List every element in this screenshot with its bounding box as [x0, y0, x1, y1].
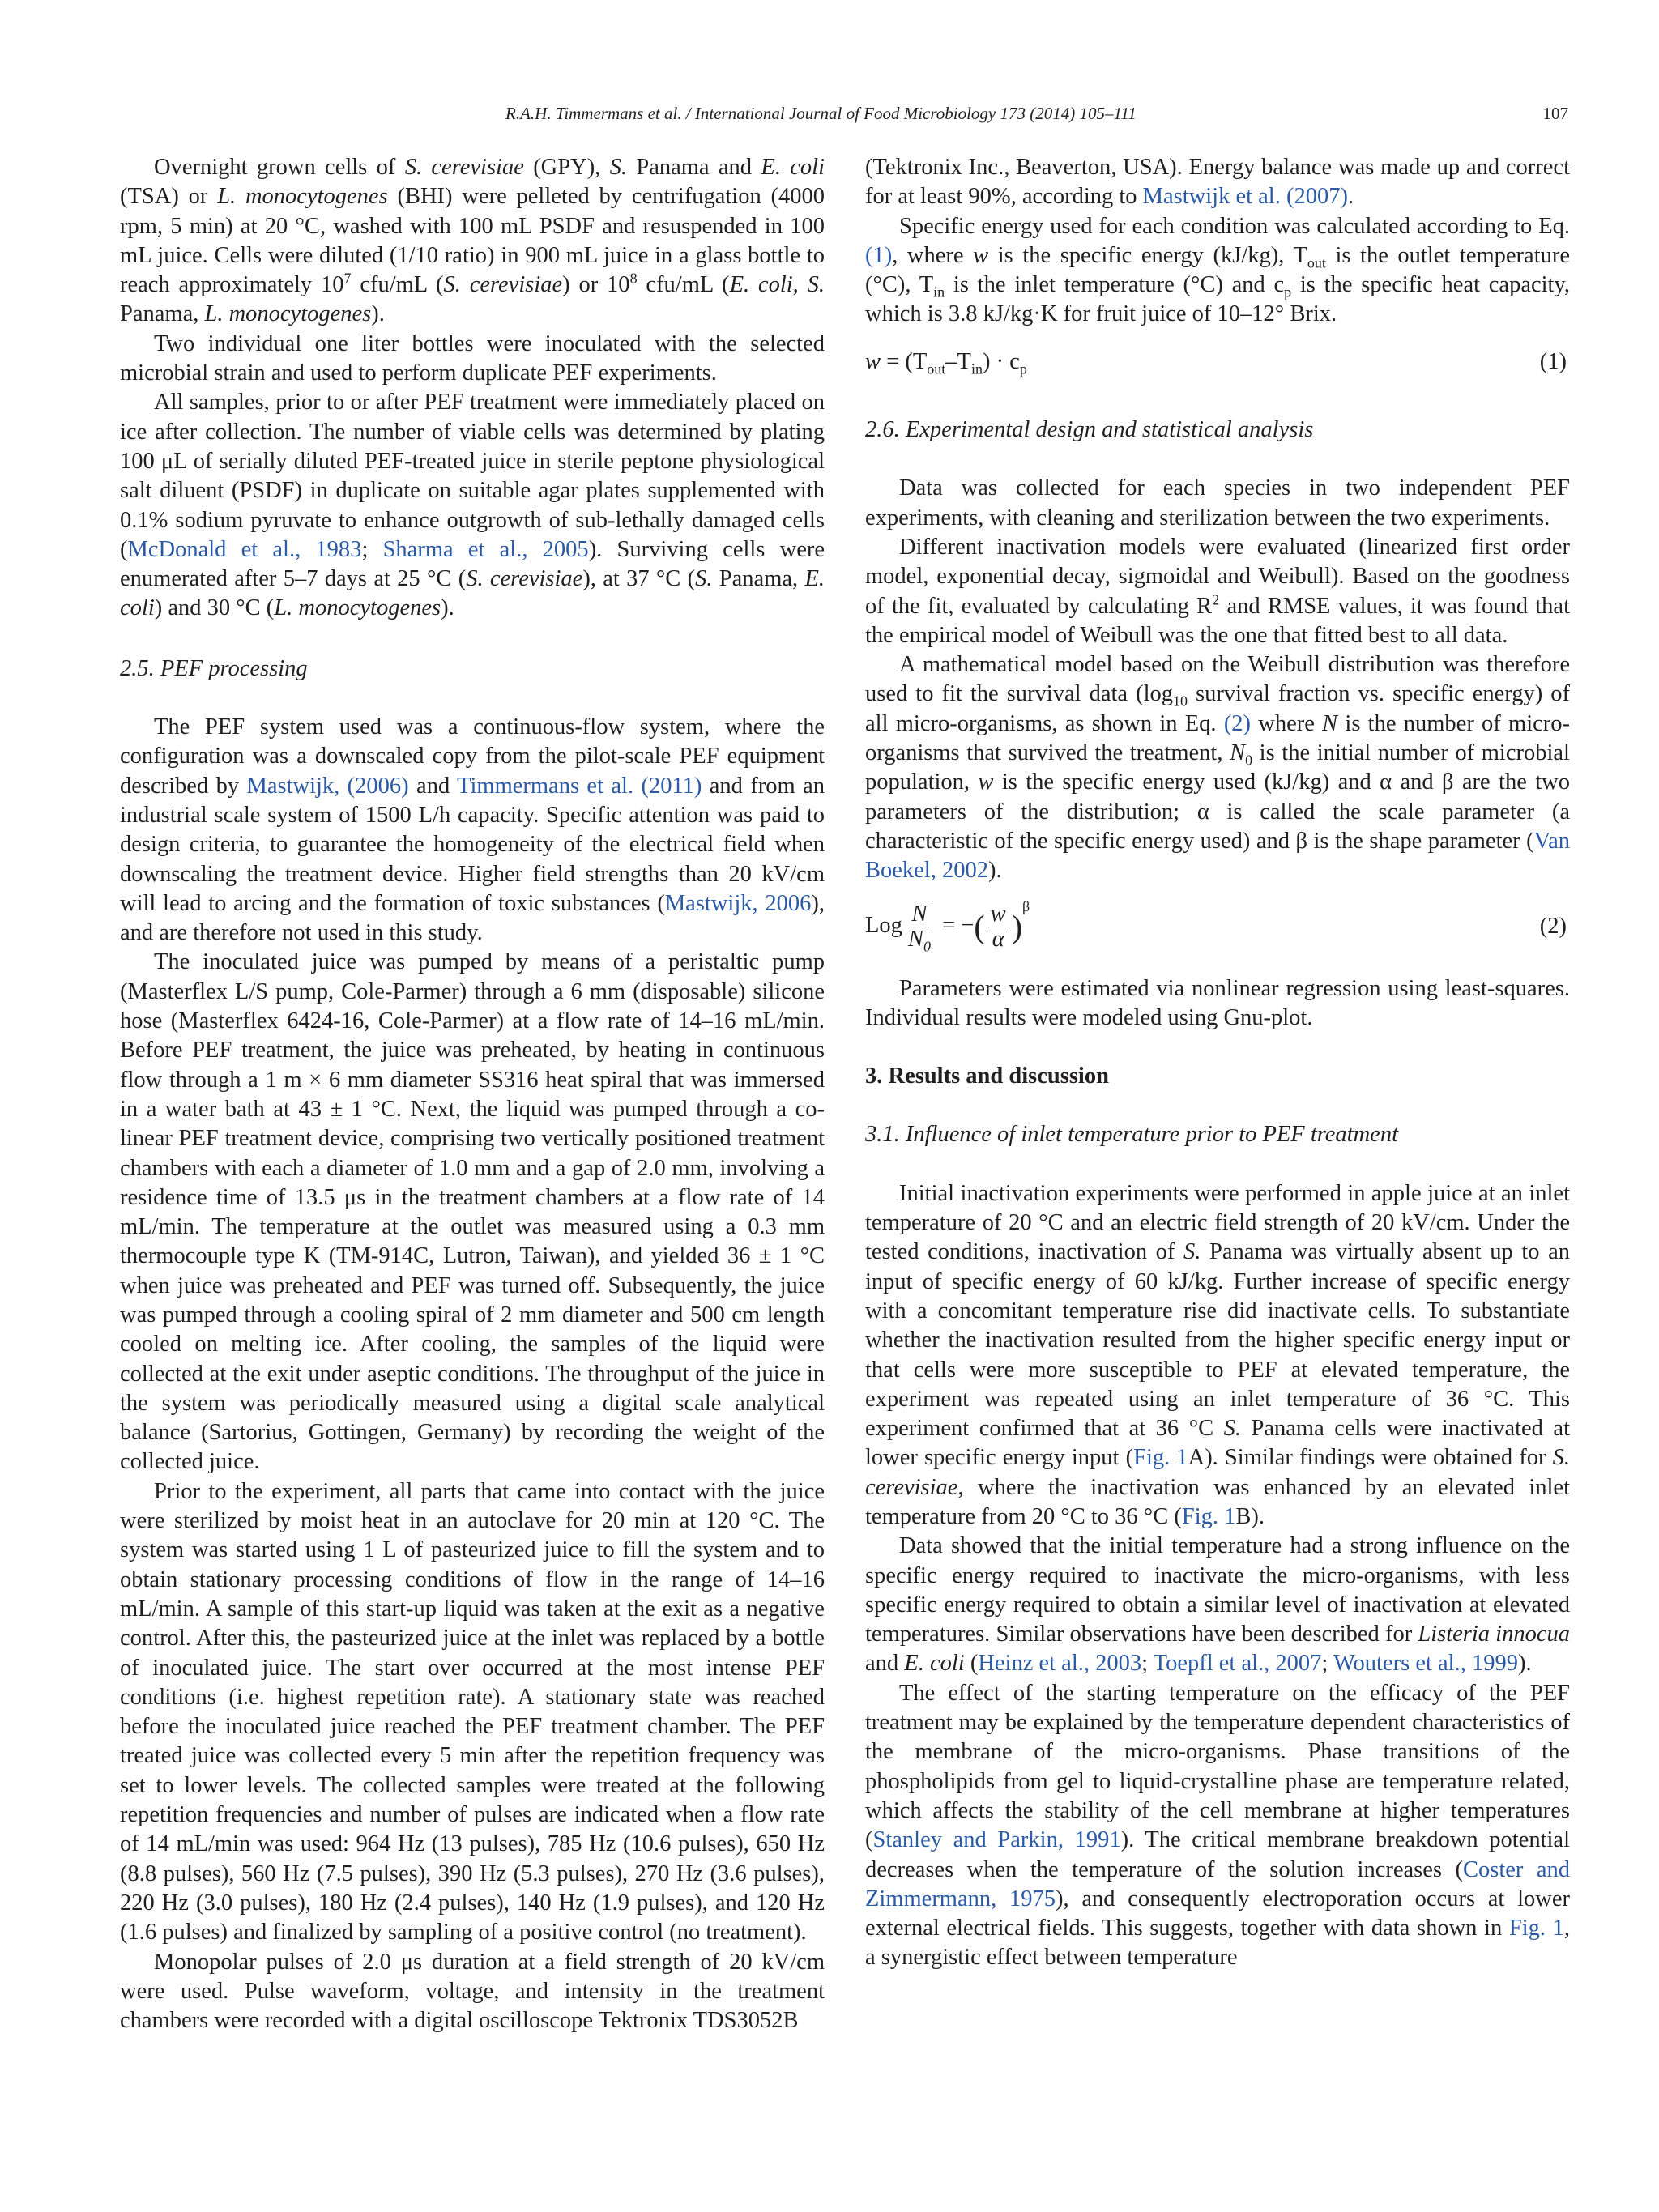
- equation-1: [865, 347, 1570, 377]
- paragraph-sterilization: Prior to the experiment, all parts that came into contact with the juice were sterilized by moist heat in an autoclave for 20 min at 120 °C. The system was started using 1 L of pasteurized juice to fill the system and to obtain stationary processing conditions of flow in the range of 14–16 mL/min. A sample of this start-up liquid was taken at the exit as a negative control. After this, the pasteurized juice at the inlet was replaced by a bottle of inoculated juice. The start over occurred at the most intense PEF conditions (i.e. highest repetition rate). A stationary state was reached before the inoculated juice reached the PEF treatment chamber. The PEF treated juice was collected every 5 min after the repetition frequency was set to lower levels. The collected samples were treated at the following repetition frequencies and number of pulses are indicated when a flow rate of 14 mL/min was used: 964 Hz (13 pulses), 785 Hz (10.6 pulses), 650 Hz (8.8 pulses), 560 Hz (7.5 pulses), 390 Hz (5.3 pulses), 270 Hz (3.6 pulses), 220 Hz (3.0 pulses), 180 Hz (2.4 pulses), 140 Hz (1.9 pulses), and 120 Hz (1.6 pulses) and finalized by sampling of a positive control (no treatment).: [120, 1478, 825, 1946]
- ref-stanley-parkin-1991[interactable]: Stanley and Parkin, 1991: [872, 1827, 1121, 1853]
- equation-1-number: (1): [1539, 348, 1567, 374]
- ref-timmermans-2011[interactable]: Timmermans et al. (2011): [457, 773, 702, 799]
- ref-mastwijk-2006b[interactable]: Mastwijk, 2006: [664, 890, 812, 916]
- paragraph-weibull: A mathematical model based on the Weibull distribution was therefore used to fit the survival data ($\log_{10}$ survival fraction vs. specific energy) of all micro-organisms, as shown in Eq. (2) where N is the number of micro-organisms that survived the treatment, $N_0$ is the initial number of microbial population, w is the specific energy used (kJ/kg) and α and β are the two parameters of the distribution; α is called the scale parameter (a characteristic of the specific energy used) and β is the shape parameter (Van Boekel, 2002).: [865, 652, 1571, 884]
- left-column: [120, 153, 825, 2035]
- ref-eq-2[interactable]: (2): [1223, 710, 1252, 736]
- ref-mastwijk-2007[interactable]: Mastwijk et al. (2007): [1142, 184, 1348, 210]
- ref-fig-1[interactable]: Fig. 1: [1508, 1916, 1564, 1941]
- running-title: R.A.H. Timmermans et al. / International Journal of Food Microbiology 173 (2014) 105–111: [505, 104, 1137, 123]
- right-column: [865, 153, 1570, 1973]
- paragraph-starting-temperature: The effect of the starting temperature on the efficacy of the PEF treatment may be explained by the temperature dependent characteristics of the membrane of the micro-organisms. Phase transitions of the phospholipids from gel to liquid-crystalline phase are temperature related, which affects the stability of the cell membrane at higher temperatures (Stanley and Parkin, 1991). The critical membrane breakdown potential decreases when the temperature of the solution increases (Coster and Zimmermann, 1975), and consequently electroporation occurs at lower external electrical fields. This suggests, together with data shown in Fig. 1, a synergistic effect between temperature: [865, 1680, 1571, 1971]
- ref-mcdonald-1983[interactable]: McDonald et al., 1983: [127, 536, 362, 562]
- ref-mastwijk-2006[interactable]: Mastwijk, (2006): [246, 773, 409, 799]
- paragraph-pef-system: The PEF system used was a continuous-flow system, where the configuration was a downscaled copy from the pilot-scale PEF equipment described by Mastwijk, (2006) and Timmermans et al. (2011) and from an industrial scale system of 1500 L/h capacity. Specific attention was paid to design criteria, to guarantee the homogeneity of the electrical field when downscaling the treatment device. Higher field strengths than 20 kV/cm will lead to arcing and the formation of toxic substances (Mastwijk, 2006), and are therefore not used in this study.: [120, 714, 825, 946]
- paragraph-duplicate: Two individual one liter bottles were inoculated with the selected microbial strain and used to perform duplicate PEF experiments.: [120, 330, 825, 386]
- ref-fig-1a[interactable]: Fig. 1: [1133, 1445, 1188, 1471]
- section-heading-3: 3. Results and discussion: [865, 1063, 1109, 1089]
- ref-eq-1[interactable]: (1): [865, 242, 893, 268]
- equation-2: [865, 897, 1570, 955]
- ref-sharma-2005[interactable]: Sharma et al., 2005: [382, 536, 589, 562]
- paragraph-models: Different inactivation models were evaluated (linearized first order model, exponential decay, sigmoidal and Weibull). Based on the goodness of the fit, evaluated by calculating $R^2$ and RMSE values, it was found that the empirical model of Weibull was the one that fitted best to all data.: [865, 534, 1570, 648]
- paragraph-regression: Parameters were estimated via nonlinear regression using least-squares. Individual results were modeled using Gnu-plot.: [865, 975, 1570, 1030]
- section-heading-3-1: 3.1. Influence of inlet temperature prior to PEF treatment: [865, 1122, 1399, 1148]
- equation-2-body: Log $\frac{N}{N_0}$ = −( $\frac{w}{\alpha}$ )$^\beta$: [865, 897, 1030, 955]
- ref-toepfl-2007[interactable]: Toepfl et al., 2007: [1153, 1651, 1322, 1677]
- paragraph-tektronix: (Tektronix Inc., Beaverton, USA). Energy balance was made up and correct for at least 90%, according to Mastwijk et al. (2007).: [865, 155, 1570, 210]
- page-number: 107: [1542, 104, 1568, 123]
- equation-2-number: (2): [1539, 913, 1567, 939]
- ref-coster-zimmermann-1975[interactable]: Coster and Zimmermann, 1975: [865, 1856, 1571, 1912]
- paragraph-enumeration: All samples, prior to or after PEF treatment were immediately placed on ice after collection. The number of viable cells was determined by plating 100 μL of serially diluted PEF-treated juice in sterile peptone physiological salt diluent (PSDF) in duplicate on suitable agar plates supplemented with 0.1% sodium pyruvate to enhance outgrowth of sub-lethally damaged cells (McDonald et al., 1983; Sharma et al., 2005). Surviving cells were enumerated after 5–7 days at 25 °C (S. cerevisiae), at 37 °C (S. Panama, E. coli) and 30 °C (L. monocytogenes).: [120, 390, 825, 621]
- paragraph-initial-temperature: Data showed that the initial temperature had a strong influence on the specific energy required to inactivate the micro-organisms, with less specific energy required to obtain a similar level of inactivation at elevated temperatures. Similar observations have been described for Listeria innocua and E. coli (Heinz et al., 2003; Toepfl et al., 2007; Wouters et al., 1999).: [865, 1533, 1570, 1677]
- paragraph-pump: The inoculated juice was pumped by means of a peristaltic pump (Masterflex L/S pump, Cole-Parmer) through a 6 mm (disposable) silicone hose (Masterflex 6424-16, Cole-Parmer) at a flow rate of 14–16 mL/min. Before PEF treatment, the juice was preheated, by heating in continuous flow through a 1 m × 6 mm diameter SS316 heat spiral that was immersed in a water bath at 43 ± 1 °C. Next, the liquid was pumped through a co-linear PEF treatment device, comprising two vertically positioned treatment chambers with each a diameter of 1.0 mm and a gap of 2.0 mm, involving a residence time of 13.5 μs in the treatment chambers at a flow rate of 14 mL/min. The temperature at the outlet was measured using a 0.3 mm thermocouple type K (TM-914C, Lutron, Taiwan), and yielded 36 ± 1 °C when juice was preheated and PEF was turned off. Subsequently, the juice was pumped through a cooling spiral of 2 mm diameter and 500 cm length cooled on melting ice. After cooling, the samples of the liquid were collected at the exit under aseptic conditions. The throughput of the juice in the system was periodically measured using a digital scale analytical balance (Sartorius, Gottingen, Germany) by recording the weight of the collected juice.: [120, 949, 825, 1475]
- paragraph-initial-inactivation: Initial inactivation experiments were performed in apple juice at an inlet temperature of 20 °C and an electric field strength of 20 kV/cm. Under the tested conditions, inactivation of S. Panama was virtually absent up to an input of specific energy of 60 kJ/kg. Further increase of specific energy with a concomitant temperature rise did inactivate cells. To substantiate whether the inactivation resulted from the higher specific energy input or that cells were more susceptible to PEF at elevated temperature, the experiment was repeated using an inlet temperature of 36 °C. This experiment confirmed that at 36 °C S. Panama cells were inactivated at lower specific energy input (Fig. 1A). Similar findings were obtained for S. cerevisiae, where the inactivation was enhanced by an elevated inlet temperature from 20 °C to 36 °C (Fig. 1B).: [865, 1180, 1570, 1529]
- running-header: [120, 104, 1568, 133]
- ref-heinz-2003[interactable]: Heinz et al., 2003: [978, 1651, 1142, 1677]
- ref-fig-1b[interactable]: Fig. 1: [1181, 1503, 1236, 1529]
- equation-1-body: $w = (T_{out}-T_{in}) \cdot c_p$: [865, 348, 1027, 377]
- section-heading-2-5: 2.5. PEF processing: [120, 655, 308, 681]
- ref-van-boekel-2002[interactable]: Van Boekel, 2002: [865, 828, 1570, 884]
- paragraph-monopolar: Monopolar pulses of 2.0 μs duration at a field strength of 20 kV/cm were used. Pulse waveform, voltage, and intensity in the treatment chambers were recorded with a digital oscilloscope Tektronix TDS3052B: [120, 1949, 825, 2034]
- section-heading-2-6: 2.6. Experimental design and statistical analysis: [865, 417, 1314, 443]
- paragraph-data-collected: Data was collected for each species in two independent PEF experiments, with cleaning and sterilization between the two experiments.: [865, 475, 1570, 531]
- paragraph-specific-energy: Specific energy used for each condition was calculated according to Eq. (1), where w is the specific energy (kJ/kg), $T_{out}$ is the outlet temperature (°C), $T_{in}$ is the inlet temperature (°C) and $c_p$ is the specific heat capacity, which is 3.8 kJ/kg·K for fruit juice of 10–12° Brix.: [865, 213, 1570, 327]
- paragraph-inoculum: Overnight grown cells of S. cerevisiae (GPY), S. Panama and E. coli (TSA) or L. monocytogenes (BHI) were pelleted by centrifugation (4000 rpm, 5 min) at 20 °C, washed with 100 mL PSDF and resuspended in 100 mL juice. Cells were diluted (1/10 ratio) in 900 mL juice in a glass bottle to reach approximately $10^7$ cfu/mL (S. cerevisiae) or $10^8$ cfu/mL (E. coli, S. Panama, L. monocytogenes).: [120, 155, 825, 327]
- ref-wouters-1999[interactable]: Wouters et al., 1999: [1333, 1651, 1518, 1677]
